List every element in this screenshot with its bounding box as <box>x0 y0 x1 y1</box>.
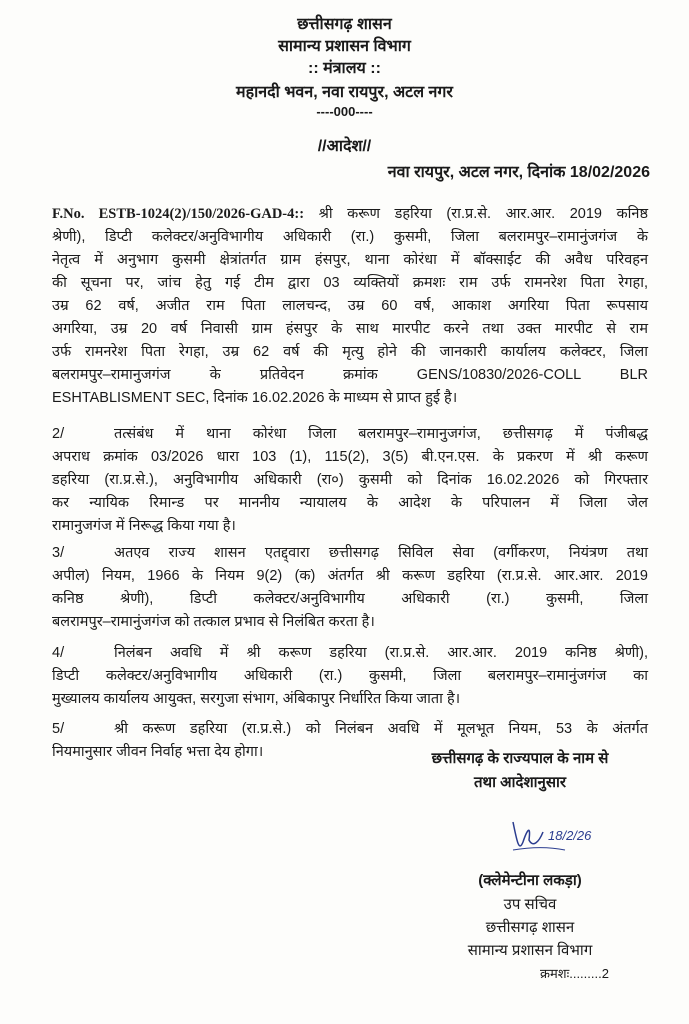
separator: ----000---- <box>316 104 373 119</box>
signoff-line1: छत्तीसगढ़ के राज्यपाल के नाम से <box>431 750 609 767</box>
address: महानदी भवन, नवा रायपुर, अटल नगर <box>236 84 453 101</box>
signoff-line2: तथा आदेशानुसार <box>473 774 567 791</box>
line-text: तत्संबंध में थाना कोरंधा जिला बलरामपुर–रामानुजगंज, छत्तीसगढ़ में पंजीबद्ध <box>114 426 648 442</box>
para-1-line: अगरिया, उम्र 20 वर्ष निवासी ग्राम हंसपुर के साथ मारपीट करने तथा उक्त मारपीट से राम <box>52 321 648 337</box>
para-1-line: उम्र 62 वर्ष, अजीत राम पिता लालचन्द, उम्र 60 वर्ष, आकाश अगरिया पिता रूपसाय <box>52 298 648 314</box>
para3-line <box>52 542 648 562</box>
continued-label: क्रमशः.........2 <box>540 966 609 981</box>
line-text: अतएव राज्य शासन एतद्द्वारा छत्तीसगढ़ सिविल सेवा (वर्गीकरण, नियंत्रण तथा <box>114 545 648 561</box>
line-text: श्री करूण डहरिया (रा.प्र.से. आर.आर. 2019 कनिष्ठ <box>304 206 648 222</box>
paragraph-number: 5/ <box>52 721 65 737</box>
para-1-line: बलरामपुर–रामानुजगंज के प्रतिवेदन क्रमांक GENS/10830/2026-COLL BLR <box>52 367 648 383</box>
paragraph-number: 3/ <box>52 545 65 561</box>
line-text: निलंबन अवधि में श्री करूण डहरिया (रा.प्र.से. आर.आर. 2019 कनिष्ठ श्रेणी), <box>114 645 648 661</box>
signature-date: 18/2/26 <box>548 828 592 843</box>
file-number: F.No. ESTB-1024(2)/150/2026-GAD-4:: <box>52 206 305 222</box>
para2-line <box>52 423 648 443</box>
para-1-line: ESHTABLISMENT SEC, दिनांक 16.02.2026 के माध्यम से प्राप्त हुई है। <box>52 390 458 406</box>
para2-line: डहरिया (रा.प्र.से.), अनुविभागीय अधिकारी (रा०) कुसमी को दिनांक 16.02.2026 को गिरफ्तार <box>52 472 648 488</box>
para3-line: कनिष्ठ श्रेणी), डिप्टी कलेक्टर/अनुविभागीय अधिकारी (रा.) कुसमी, जिला <box>52 591 648 607</box>
signatory-dept: सामान्य प्रशासन विभाग <box>467 942 593 959</box>
para2-line: अपराध क्रमांक 03/2026 धारा 103 (1), 115(2), 3(5) बी.एन.एस. के प्रकरण में श्री करूण <box>52 449 648 465</box>
para-1-line: उर्फ रामनरेश पिता रेगहा, उम्र 62 वर्ष की मृत्यु होने की जानकारी कार्यालय कलेक्टर, जिला <box>52 344 648 360</box>
govt-name: छत्तीसगढ़ शासन <box>297 16 392 33</box>
para4-line <box>52 642 648 662</box>
para-1-line: नेतृत्व में अनुभाग कुसमी क्षेत्रांतर्गत ग्राम हंसपुर, थाना कोरंधा में बॉक्साईट की अवैध परिवहन <box>52 252 648 268</box>
para2-line: कर न्यायिक रिमान्ड पर माननीय न्यायालय के आदेश के परिपालन में जिला जेल <box>52 495 648 511</box>
para3-line: बलरामपुर–रामानुंजगंज को तत्काल प्रभाव से निलंबित करता है। <box>52 614 375 630</box>
para3-line: अपील) नियम, 1966 के नियम 9(2) (क) अंतर्गत श्री करूण डहरिया (रा.प्र.से. आर.आर. 2019 <box>52 568 648 584</box>
signatory-designation: उप सचिव <box>503 896 557 913</box>
para2-line: रामानुजगंज में निरूद्ध किया गया है। <box>52 518 236 534</box>
para5-line: नियमानुसार जीवन निर्वाह भत्ता देय होगा। <box>52 744 264 760</box>
paragraph-number: 2/ <box>52 426 65 442</box>
department-name: सामान्य प्रशासन विभाग <box>278 38 411 55</box>
para4-line: डिप्टी कलेक्टर/अनुविभागीय अधिकारी (रा.) कुसमी, जिला बलरामपुर–रामानुंजगंज का <box>52 668 648 684</box>
para-1-line: की सूचना पर, जांच हेतु गई टीम द्वारा 03 व्यक्तियों क्रमशः राम उर्फ रामनरेश पिता रेगहा, <box>52 275 648 291</box>
signatory-govt: छत्तीसगढ़ शासन <box>485 919 575 936</box>
order-title: //आदेश// <box>317 138 372 155</box>
para5-line <box>52 718 648 738</box>
ministry-label: :: मंत्रालय :: <box>308 60 381 77</box>
para-1-line: श्रेणी), डिप्टी कलेक्टर/अनुविभागीय अधिकारी (रा.) कुसमी, जिला बलरामपुर–रामानुंजगंज के <box>52 229 648 245</box>
line-text: श्री करूण डहरिया (रा.प्र.से.) को निलंबन अवधि में मूलभूत नियम, 53 के अंतर्गत <box>114 721 648 737</box>
para-1-line <box>52 203 648 223</box>
para4-line: मुख्यालय कार्यालय आयुक्त, सरगुजा संभाग, अंबिकापुर निर्धारित किया जाता है। <box>52 691 461 707</box>
signatory-name: (क्लेमेन्टीना लकड़ा) <box>478 872 582 889</box>
paragraph-number: 4/ <box>52 645 65 661</box>
place-date: नवा रायपुर, अटल नगर, दिनांक 18/02/2026 <box>387 164 650 181</box>
